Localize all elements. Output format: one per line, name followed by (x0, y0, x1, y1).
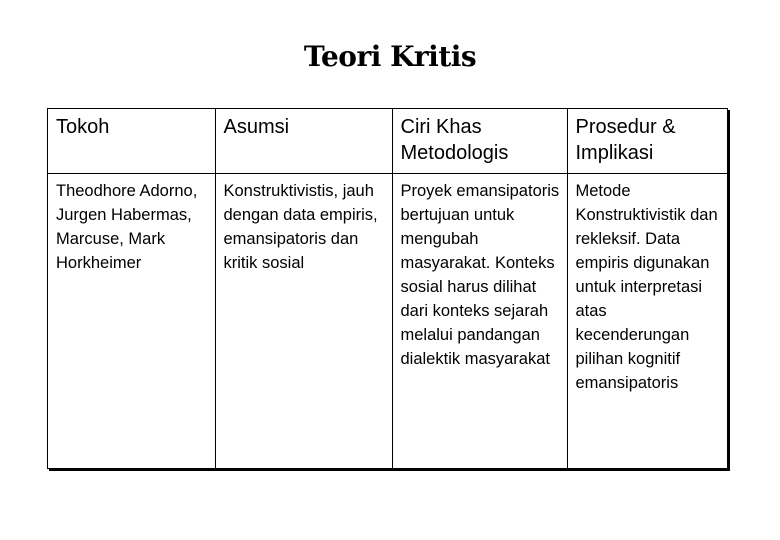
header-ciri-khas: Ciri Khas Metodologis (392, 109, 567, 173)
cell-ciri-khas: Proyek emansipatoris bertujuan untuk mengubah masyarakat. Konteks sosial harus dilihat dari konteks sejarah melalui pandangan dialektik masyarakat (392, 173, 567, 468)
cell-tokoh: Theodhore Adorno, Jurgen Habermas, Marcuse, Mark Horkheimer (48, 173, 215, 468)
table-header-row (48, 109, 729, 173)
table-row (48, 173, 729, 468)
header-tokoh: Tokoh (48, 109, 215, 173)
cell-asumsi: Konstruktivistis, jauh dengan data empiris, emansipatoris dan kritik sosial (215, 173, 392, 468)
theory-table (48, 109, 729, 468)
theory-table-frame (47, 108, 728, 469)
page-title: Teori Kritis (303, 40, 477, 73)
header-prosedur: Prosedur & Implikasi (567, 109, 729, 173)
cell-prosedur: Metode Konstruktivistik dan rekleksif. Data empiris digunakan untuk interpretasi atas kecenderungan pilihan kognitif emansipatoris (567, 173, 729, 468)
header-asumsi: Asumsi (215, 109, 392, 173)
